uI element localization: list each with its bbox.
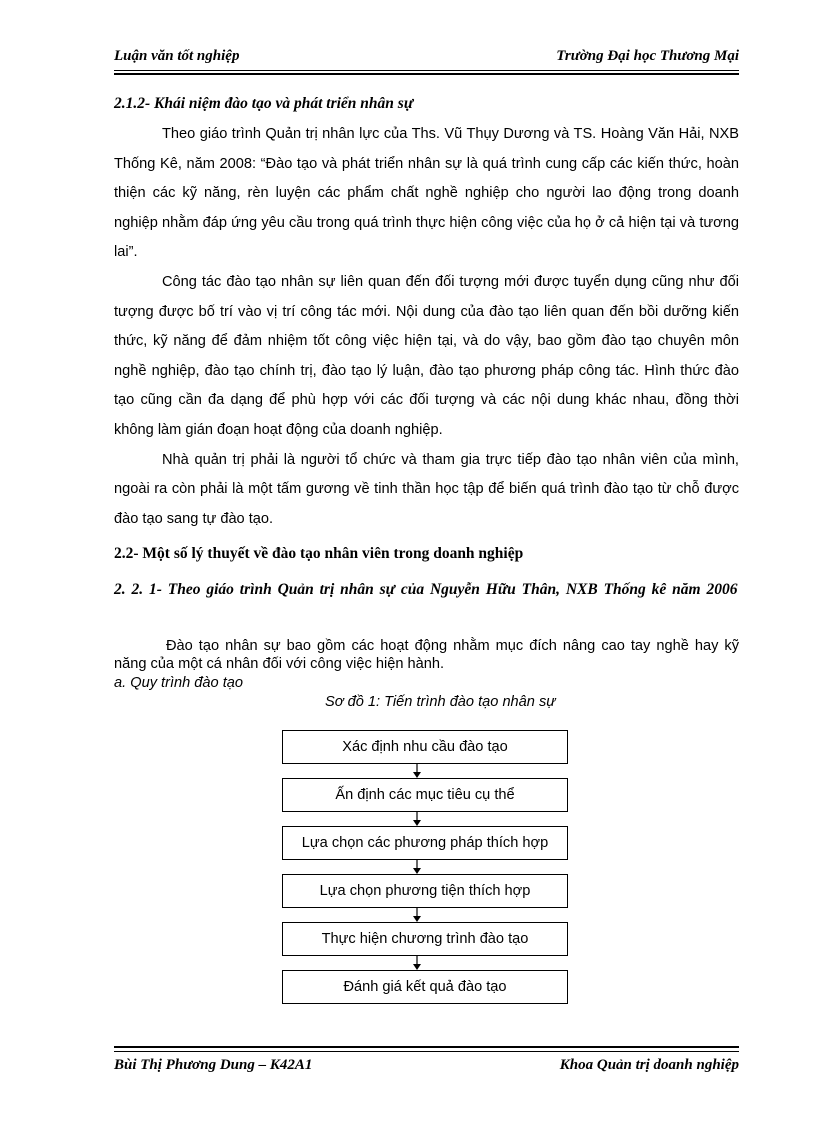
flow-step-4: Lựa chọn phương tiện thích hợp <box>282 874 568 908</box>
header-rule-thin <box>114 70 739 71</box>
footer-rule-thin <box>114 1051 739 1052</box>
paragraph-2: Công tác đào tạo nhân sự liên quan đến đối tượng mới được tuyển dụng cũng như đối tượng được bố trí vào vị trí công tác mới. Nội dung của đào tạo liên quan đến bồi dưỡng kiến thức, kỹ năng để đảm nhiệm tốt công việc hiện tại, và do vậy, bao gồm đào tạo chuyên môn nghề nghiệp, đào tạo chính trị, đào tạo lý luận, đào tạo phương pháp công tác. Hình thức đào tạo cũng cần đa dạng để phù hợp với các đối tượng và các nội dung khác nhau, đồng thời không làm gián đoạn hoạt động của doanh nghiệp. <box>114 273 739 438</box>
flow-arrow-2 <box>411 812 423 826</box>
section-heading-2-2: 2.2- Một số lý thuyết về đào tạo nhân viên trong doanh nghiệp <box>114 545 524 562</box>
footer-rule-thick <box>114 1046 739 1048</box>
flow-step-2: Ấn định các mục tiêu cụ thể <box>282 778 568 812</box>
header-left-text: Luận văn tốt nghiệp <box>114 48 240 64</box>
footer-right-text: Khoa Quản trị doanh nghiệp <box>559 1057 739 1073</box>
diagram-caption: Sơ đồ 1: Tiến trình đào tạo nhân sự <box>325 694 556 710</box>
footer-left-text: Bùi Thị Phương Dung – K42A1 <box>114 1057 313 1073</box>
paragraph-3: Nhà quản trị phải là người tổ chức và tham gia trực tiếp đào tạo nhân viên của mình, ngoài ra còn phải là một tấm gương về tinh thần học tập để biến quá trình đào tạo từ chỗ được đào tạo sang tự đào tạo. <box>114 451 739 527</box>
flow-step-6: Đánh giá kết quả đào tạo <box>282 970 568 1004</box>
header-rule-thick <box>114 73 739 75</box>
flow-arrow-4 <box>411 908 423 922</box>
flow-step-5: Thực hiện chương trình đào tạo <box>282 922 568 956</box>
paragraph-1: Theo giáo trình Quản trị nhân lực của Ths. Vũ Thụy Dương và TS. Hoàng Văn Hải, NXB Thống Kê, năm 2008: “Đào tạo và phát triển nhân sự là quá trình cung cấp các kiến thức, hoàn thiện các kỹ năng, rèn luyện các phẩm chất nghề nghiệp cho người lao động trong doanh nghiệp nhằm đáp ứng yêu cầu trong quá trình thực hiện công việc của họ ở cả hiện tại và tương lai”. <box>114 126 739 261</box>
flow-arrow-5 <box>411 956 423 970</box>
section-heading-2-1-2: 2.1.2- Khái niệm đào tạo và phát triển nhân sự <box>114 95 414 112</box>
page-footer <box>114 1057 739 1074</box>
paragraph-2-2-1: Đào tạo nhân sự bao gồm các hoạt động nhằm mục đích nâng cao tay nghề hay kỹ năng của một cá nhân đối với công việc hiện hành. <box>114 638 739 672</box>
flow-arrow-3 <box>411 860 423 874</box>
page-header <box>114 48 739 65</box>
flow-step-1: Xác định nhu cầu đào tạo <box>282 730 568 764</box>
section-2-1-2-body <box>114 120 739 534</box>
flow-arrow-1 <box>411 764 423 778</box>
section-heading-2-2-1: 2. 2. 1- Theo giáo trình Quản trị nhân sự của Nguyễn Hữu Thân, NXB Thống kê năm 2006 <box>114 581 738 598</box>
header-right-text: Trường Đại học Thương Mại <box>556 48 739 64</box>
flow-step-3: Lựa chọn các phương pháp thích hợp <box>282 826 568 860</box>
subheading-quy-trinh: a. Quy trình đào tạo <box>114 675 243 691</box>
